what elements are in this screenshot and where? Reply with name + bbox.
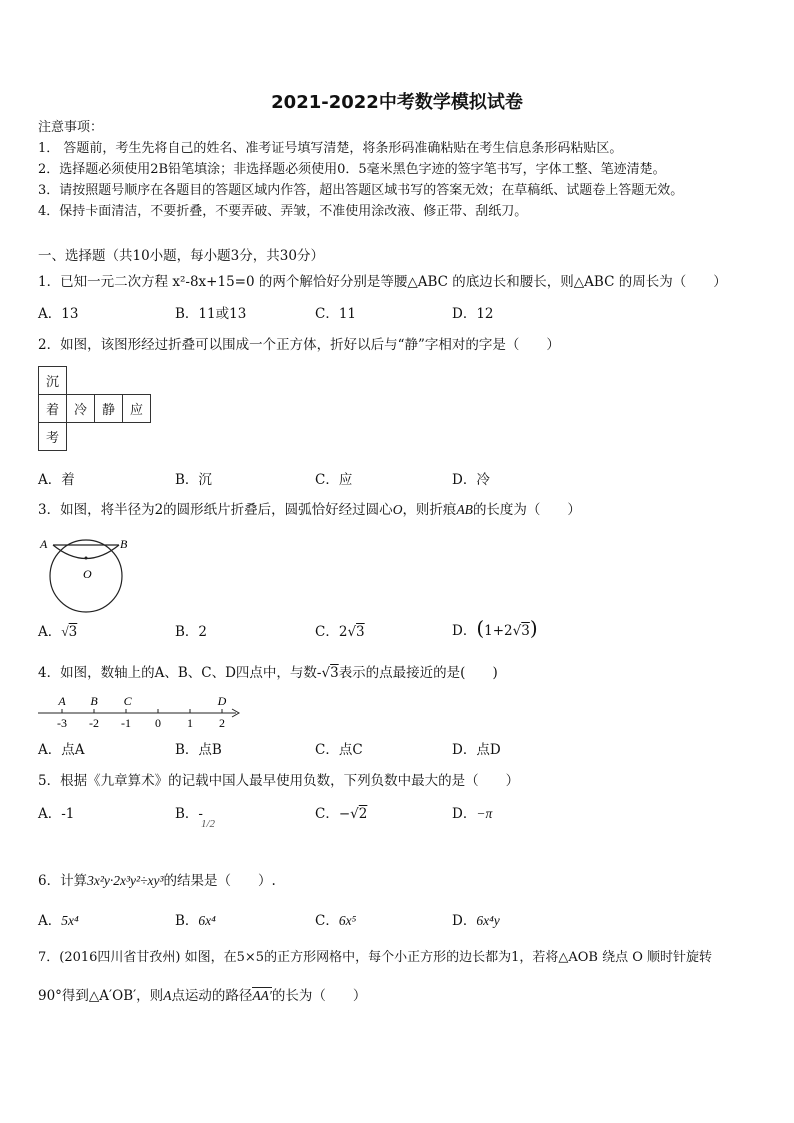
q2-option-b: B．沉 xyxy=(175,472,212,488)
q5-option-a: A．-1 xyxy=(38,806,75,822)
net-cell: 应 xyxy=(123,395,151,423)
q1-stem: 1．已知一元二次方程 x²-8x+15=0 的两个解恰好分别是等腰△ABC 的底边长和腰长，则△ABC 的周长为（ ） xyxy=(38,274,727,290)
tick-label: -3 xyxy=(57,716,67,730)
q3-stem: 3．如图，将半径为2的圆形纸片折叠后，圆弧恰好经过圆心O，则折痕AB的长度为（ ） xyxy=(38,502,581,518)
q3-option-c: C．2√3 xyxy=(315,624,365,640)
number-line-figure xyxy=(36,688,246,734)
q7-stem-line2: 90°得到△A′OB′，则A点运动的路径AA′的长为（ ） xyxy=(38,988,367,1004)
q2-option-c: C．应 xyxy=(315,472,353,488)
net-cell: 沉 xyxy=(39,367,67,395)
point-label: D xyxy=(217,694,227,708)
q1-option-d: D．12 xyxy=(452,306,494,322)
page-title: 2021-2022中考数学模拟试卷 xyxy=(271,92,523,113)
q6-option-d: D．6x⁴y xyxy=(452,913,500,929)
q5-option-b-fraction: 1/2 xyxy=(201,818,216,830)
tick-label: 1 xyxy=(187,716,193,730)
q6-stem: 6．计算3x²y·2x³y²÷xy³的结果是（ ）. xyxy=(38,873,276,889)
net-cell: 着 xyxy=(39,395,67,423)
point-label: C xyxy=(123,694,132,708)
q4-option-b: B．点B xyxy=(175,742,222,758)
q4-option-d: D．点D xyxy=(452,742,501,758)
tick-label: 0 xyxy=(155,716,161,730)
center-point xyxy=(85,557,88,560)
tick-label: -2 xyxy=(89,716,99,730)
q1-option-b: B．11或13 xyxy=(175,306,247,322)
section-heading: 一、选择题（共10小题，每小题3分，共30分） xyxy=(38,248,324,264)
label-o: O xyxy=(83,567,92,581)
net-cell: 考 xyxy=(39,423,67,451)
q3-option-b: B．2 xyxy=(175,624,208,640)
q5-option-c: C．−√2 xyxy=(315,806,368,822)
q2-option-a: A．着 xyxy=(38,472,75,488)
q5-stem: 5．根据《九章算术》的记载中国人最早使用负数，下列负数中最大的是（ ） xyxy=(38,773,520,789)
q6-option-c: C．6x⁵ xyxy=(315,913,357,929)
q2-option-d: D．冷 xyxy=(452,472,490,488)
note-item-4: 4．保持卡面清洁，不要折叠，不要弄破、弄皱，不准使用涂改液、修正带、刮纸刀。 xyxy=(38,204,528,219)
q2-stem: 2．如图，该图形经过折叠可以围成一个正方体，折好以后与“静”字相对的字是（ ） xyxy=(38,337,560,353)
q4-option-c: C．点C xyxy=(315,742,363,758)
net-cell: 静 xyxy=(95,395,123,423)
folded-arc xyxy=(53,545,119,559)
q5-option-d: D．−π xyxy=(452,806,493,822)
note-item-2: 2．选择题必须使用2B铅笔填涂；非选择题必须使用0．5毫米黑色字迹的签字笔书写，字体工整、笔迹清楚。 xyxy=(38,162,666,177)
q1-option-c: C．11 xyxy=(315,306,357,322)
q1-option-a: A．13 xyxy=(38,306,79,322)
label-a: A xyxy=(40,537,48,551)
net-cell: 冷 xyxy=(67,395,95,423)
note-item-1: 1． 答题前，考生先将自己的姓名、准考证号填写清楚，将条形码准确粘贴在考生信息条形码粘贴区。 xyxy=(38,141,623,156)
label-b: B xyxy=(120,537,128,551)
tick-label: -1 xyxy=(121,716,131,730)
q4-stem: 4．如图，数轴上的A、B、C、D四点中，与数-√3表示的点最接近的是( ) xyxy=(38,665,498,681)
q6-option-b: B．6x⁴ xyxy=(175,913,216,929)
q5-option-b: B．- xyxy=(175,806,203,822)
q4-option-a: A．点A xyxy=(38,742,85,758)
tick-label: 2 xyxy=(219,716,225,730)
point-label: A xyxy=(58,694,66,708)
q3-option-d: D．(1+2√3) xyxy=(452,616,538,640)
q3-option-a: A．√3 xyxy=(38,624,78,640)
point-label: B xyxy=(90,694,98,708)
notes-heading: 注意事项： xyxy=(38,120,104,135)
q6-option-a: A．5x⁴ xyxy=(38,913,79,929)
cube-net-figure xyxy=(38,366,151,451)
folded-circle-figure xyxy=(36,530,136,616)
note-item-3: 3．请按照题号顺序在各题目的答题区域内作答，超出答题区域书写的答案无效；在草稿纸、试题卷上答题无效。 xyxy=(38,183,684,198)
q7-stem-line1: 7．(2016四川省甘孜州) 如图，在5×5的正方形网格中，每个小正方形的边长都为1，若将△AOB 绕点 O 顺时针旋转 xyxy=(38,950,712,965)
